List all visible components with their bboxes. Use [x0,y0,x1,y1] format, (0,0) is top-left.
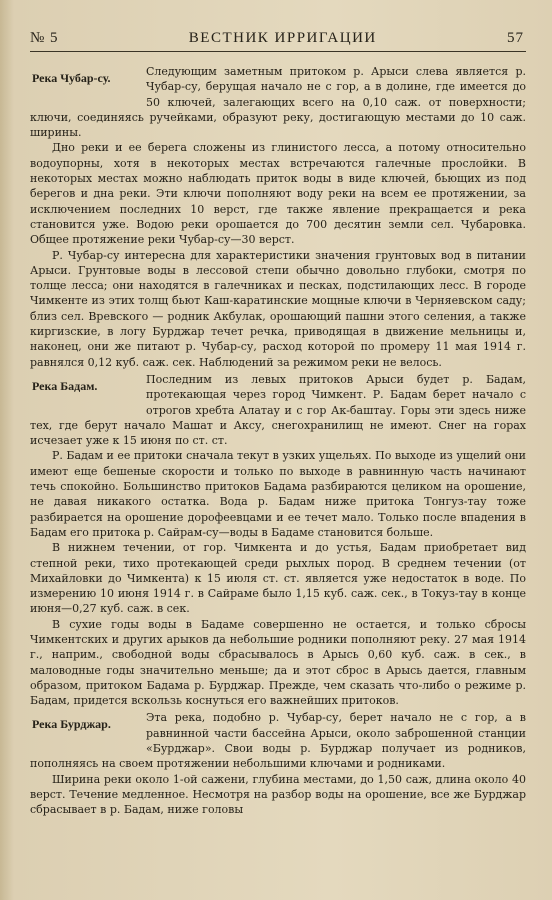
article-body [30,64,526,818]
section-heading: Река Чубар-су. [32,71,111,85]
section-chubar-su [30,64,526,370]
section-burdzhar [30,710,526,817]
section-badam [30,372,526,709]
section-heading: Река Бурджар. [32,717,111,732]
page-number: 57 [506,30,524,46]
header-rule [30,51,526,52]
paragraph: Эта река, подобно р. Чубар-су, берет начало не с гор, а в равнинной части бассейна Арыси, около заброшенной станции «Бурджар». Свои воды р. Бурджар получает из родников, пополняясь на своем протяжении небольшими ключами и родниками. [30,711,526,771]
paragraph: Р. Чубар-су интересна для характеристики значения грунтовых вод в питании Арыси. Грунтовые воды в лессовой степи обычно довольно глубоки, смотря по толще лесса; они находятся в галечниках и песках, подстилающих лесс. В городе Чимкенте из этих толщ бьют Каш-каратинские мощные ключи в Черняевском саду; близ сел. Вревского — родник Акбулак, орошающий пашни этого селения, а также киргизские, в логу Бурджар течет речка, приводящая в движение мельницы и, наконец, они же питают р. Чубар-су, расход которой по промеру 11 мая 1914 г. равнялся 0,12 куб. саж. сек. Наблюдений за режимом реки не велось. [30,248,526,369]
paragraph: В сухие годы воды в Бадаме совершенно не остается, и только сбросы Чимкентских и других арыков да небольшие родники пополняют реку. 27 мая 1914 г., наприм., свободной воды сбрасывалось в Арысь 0,60 куб. саж. в сек., в маловодные годы значительно меньше; да и этот сброс в Арысь дается, главным образом, притоком Бадама р. Бурджар. Прежде, чем сказать что-либо о режиме р. Бадам, придется вскользь коснуться его важнейших притоков. [30,617,526,708]
paragraph: В нижнем течении, от гор. Чимкента и до устья, Бадам приобретает вид степной реки, тихо протекающей среди рыхлых пород. В среднем течении (от Михайловки до Чимкента) к 15 июля ст. ст. является уже недостаток в воде. По измерению 10 июня 1914 г. в Сайраме было 1,15 куб. саж. сек., в Токуз-тау в конце июня—0,27 куб. саж. в сек. [30,541,526,616]
section-heading: Река Бадам. [32,378,98,393]
paragraph: Р. Бадам и ее притоки сначала текут в узких ущельях. По выходе из ущелий они имеют еще бешеные скорости и только по выходе в равнинную часть начинают течь спокойно. Большинство притоков Бадама разбираются целиком на орошение, не давая никакого остатка. Вода р. Бадам ниже притока Тонгуз-тау тоже разбирается на орошение дорофеевцами и ее течет мало. Только после впадения в Бадам его притока р. Сайрам-су—воды в Бадаме становится больше. [30,449,526,539]
paragraph: Следующим заметным притоком р. Арыси слева является р. Чубар-су, берущая начало не с гор, а в долине, где имеется до 50 ключей, залегающих всего на 0,10 саж. от поверхности; ключи, соединяясь ручейками, образуют реку, достигающую местами до 10 саж. ширины. [30,65,526,140]
issue-number: № 5 [30,30,59,46]
journal-title: ВЕСТНИК ИРРИГАЦИИ [188,30,377,46]
paragraph: Дно реки и ее берега сложены из глинистого лесса, а потому относительно водоупорны, хотя в некоторых местах встречаются галечные прослойки. В некоторых местах можно наблюдать приток воды в виде ключей, бьющих из под берегов и дна реки. Эти ключи пополняют воду реки на всем ее протяжении, за исключением последних 10 верст, где также явление прекращается и река становится уже. Водою реки орошается до 700 десятин земли сел. Чубаровка. Общее протяжение реки Чубар-су—30 верст. [30,141,526,247]
page-header [30,30,526,47]
paragraph: Ширина реки около 1-ой сажени, глубина местами, до 1,50 саж, длина около 40 верст. Течение медленное. Несмотря на разбор воды на орошение, все же Бурджар сбрасывает в р. Бадам, ниже головы [30,772,526,817]
paragraph: Последним из левых притоков Арыси будет р. Бадам, протекающая через город Чимкент. Р. Бадам берет начало с отрогов хребта Алатау и с гор Ак-баштау. Горы эти здесь ниже тех, где берут начало Машат и Аксу, снегохранилищ не имеют. Снег на горах исчезает уже к 15 июня по ст. ст. [30,372,526,448]
